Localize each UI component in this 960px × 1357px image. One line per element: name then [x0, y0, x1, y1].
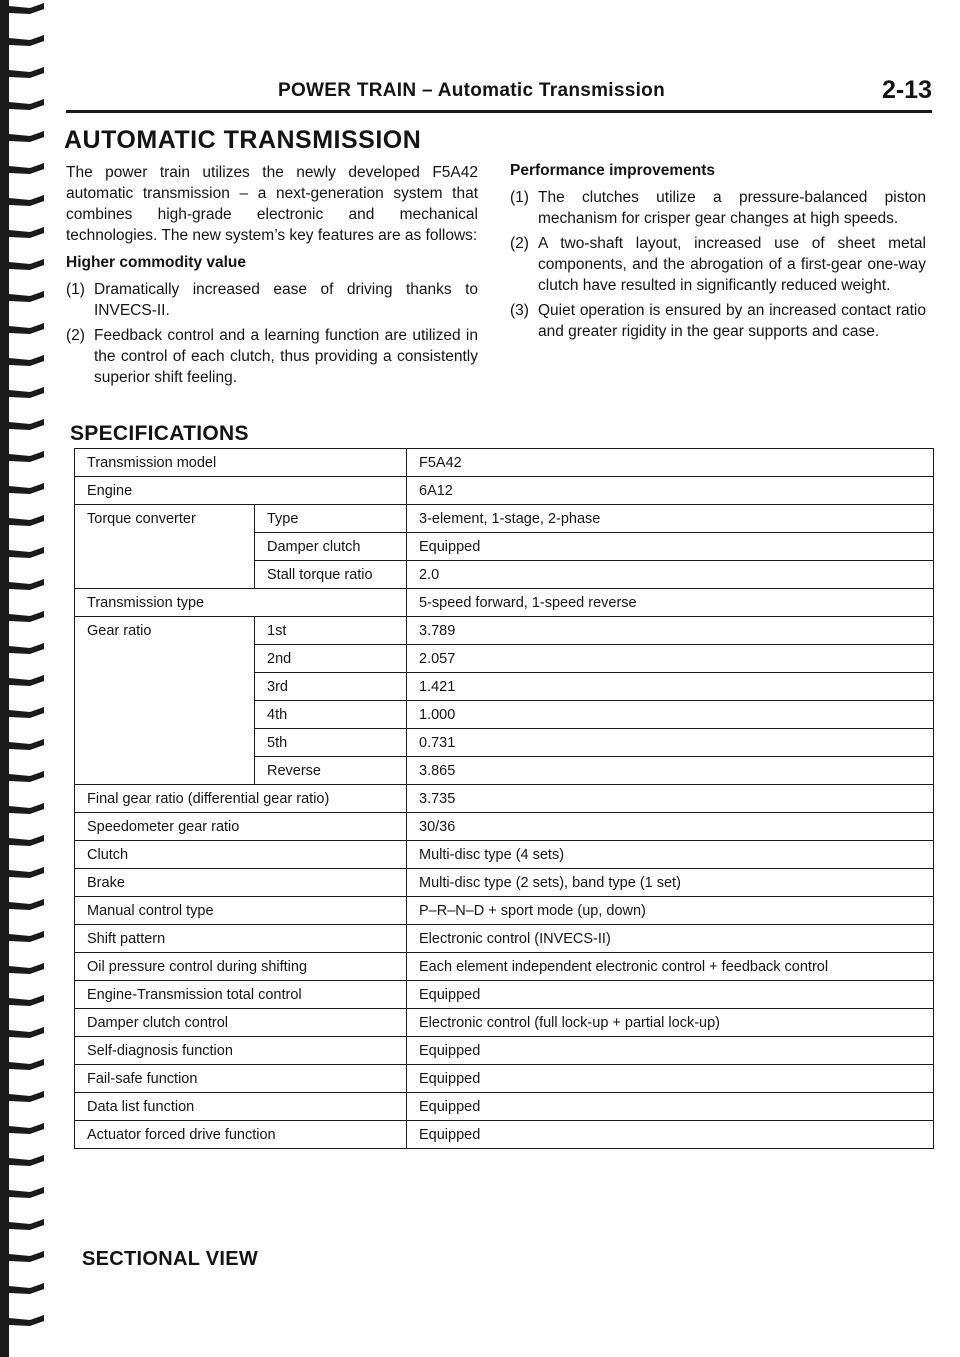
- list-item: [66, 325, 478, 388]
- table-row: [75, 1009, 934, 1037]
- spec-label: Brake: [75, 869, 407, 897]
- spec-value: 1.421: [407, 673, 934, 701]
- spec-value: 2.057: [407, 645, 934, 673]
- list-item-number: (2): [66, 327, 85, 344]
- table-row: [75, 1037, 934, 1065]
- spec-label: Data list function: [75, 1093, 407, 1121]
- list-item-text: Feedback control and a learning function are utilized in the control of each clutch, thus providing a consistently superior shift feeling.: [94, 327, 478, 386]
- spec-sublabel: 4th: [255, 701, 407, 729]
- specifications-title: SPECIFICATIONS: [70, 422, 249, 445]
- spec-value: Equipped: [407, 1093, 934, 1121]
- list-item-number: (1): [510, 189, 529, 206]
- list-item-number: (1): [66, 281, 85, 298]
- binding-edge: [0, 0, 48, 1357]
- performance-heading: Performance improvements: [510, 162, 716, 179]
- spec-label: Damper clutch control: [75, 1009, 407, 1037]
- spec-sublabel: 5th: [255, 729, 407, 757]
- section-title: AUTOMATIC TRANSMISSION: [64, 126, 422, 154]
- table-row: [75, 449, 934, 477]
- list-item-text: Quiet operation is ensured by an increased contact ratio and greater rigidity in the gear supports and case.: [538, 302, 926, 340]
- spec-sublabel: Reverse: [255, 757, 407, 785]
- spec-value: Equipped: [407, 1037, 934, 1065]
- table-row: [75, 1121, 934, 1149]
- sectional-view-title: SECTIONAL VIEW: [82, 1248, 259, 1270]
- spec-value: Equipped: [407, 533, 934, 561]
- spec-value: 3.735: [407, 785, 934, 813]
- table-row: [75, 785, 934, 813]
- list-item: [510, 187, 926, 229]
- spec-label: Speedometer gear ratio: [75, 813, 407, 841]
- spec-value: Equipped: [407, 1065, 934, 1093]
- spec-value: 1.000: [407, 701, 934, 729]
- spec-label: Final gear ratio (differential gear ratio): [75, 785, 407, 813]
- spec-sublabel: 2nd: [255, 645, 407, 673]
- spec-value: F5A42: [407, 449, 934, 477]
- table-row: [75, 477, 934, 505]
- table-row: [75, 869, 934, 897]
- spec-value: Multi-disc type (2 sets), band type (1 set): [407, 869, 934, 897]
- spec-group-label: Torque converter: [75, 505, 255, 589]
- table-row: [75, 505, 934, 533]
- spec-value: Multi-disc type (4 sets): [407, 841, 934, 869]
- table-row: [75, 617, 934, 645]
- spec-label: Self-diagnosis function: [75, 1037, 407, 1065]
- spec-value: 30/36: [407, 813, 934, 841]
- spec-sublabel: Damper clutch: [255, 533, 407, 561]
- table-row: [75, 813, 934, 841]
- performance-list: [510, 187, 926, 342]
- list-item: [510, 300, 926, 342]
- spec-sublabel: 3rd: [255, 673, 407, 701]
- list-item: [66, 279, 478, 321]
- spec-value: Equipped: [407, 981, 934, 1009]
- list-item-text: The clutches utilize a pressure-balanced piston mechanism for crisper gear changes at high speeds.: [538, 189, 926, 227]
- higher-commodity-list: [66, 279, 478, 388]
- spec-value: Equipped: [407, 1121, 934, 1149]
- spec-label: Transmission model: [75, 449, 407, 477]
- spec-label: Engine: [75, 477, 407, 505]
- spec-label: Transmission type: [75, 589, 407, 617]
- list-item-text: Dramatically increased ease of driving thanks to INVECS-II.: [94, 281, 478, 319]
- table-row: [75, 1065, 934, 1093]
- table-row: [75, 897, 934, 925]
- spec-value: 6A12: [407, 477, 934, 505]
- spec-group-label: Gear ratio: [75, 617, 255, 785]
- spec-value: 2.0: [407, 561, 934, 589]
- spec-value: 3-element, 1-stage, 2-phase: [407, 505, 934, 533]
- spec-label: Clutch: [75, 841, 407, 869]
- list-item: [510, 233, 926, 296]
- spec-value: Electronic control (INVECS-II): [407, 925, 934, 953]
- table-row: [75, 1093, 934, 1121]
- spec-value: 5-speed forward, 1-speed reverse: [407, 589, 934, 617]
- right-column: [510, 158, 926, 346]
- list-item-text: A two-shaft layout, increased use of sheet metal components, and the abrogation of a first-gear one-way clutch have resulted in significantly reduced weight.: [538, 235, 926, 294]
- table-row: [75, 953, 934, 981]
- list-item-number: (2): [510, 235, 529, 252]
- spec-label: Oil pressure control during shifting: [75, 953, 407, 981]
- spec-label: Shift pattern: [75, 925, 407, 953]
- spec-value: Each element independent electronic control + feedback control: [407, 953, 934, 981]
- table-row: [75, 841, 934, 869]
- spec-value: 3.865: [407, 757, 934, 785]
- spec-sublabel: 1st: [255, 617, 407, 645]
- page-header: [66, 76, 932, 113]
- intro-paragraph: The power train utilizes the newly developed F5A42 automatic transmission – a next-generation system that combines high-grade electronic and mechanical technologies. The new system’s key features are as follows:: [66, 164, 478, 244]
- page-number: 2-13: [881, 76, 932, 104]
- spec-value: 0.731: [407, 729, 934, 757]
- spec-value: 3.789: [407, 617, 934, 645]
- spec-label: Manual control type: [75, 897, 407, 925]
- spec-label: Fail-safe function: [75, 1065, 407, 1093]
- spec-value: Electronic control (full lock-up + partial lock-up): [407, 1009, 934, 1037]
- table-row: [75, 589, 934, 617]
- list-item-number: (3): [510, 302, 529, 319]
- spec-value: P–R–N–D + sport mode (up, down): [407, 897, 934, 925]
- spec-label: Engine-Transmission total control: [75, 981, 407, 1009]
- left-column: [66, 162, 478, 392]
- table-row: [75, 925, 934, 953]
- spec-sublabel: Stall torque ratio: [255, 561, 407, 589]
- specifications-table: [74, 448, 934, 1149]
- higher-commodity-heading: Higher commodity value: [66, 254, 247, 271]
- spec-sublabel: Type: [255, 505, 407, 533]
- spec-label: Actuator forced drive function: [75, 1121, 407, 1149]
- header-title: POWER TRAIN – Automatic Transmission: [278, 80, 665, 101]
- table-row: [75, 981, 934, 1009]
